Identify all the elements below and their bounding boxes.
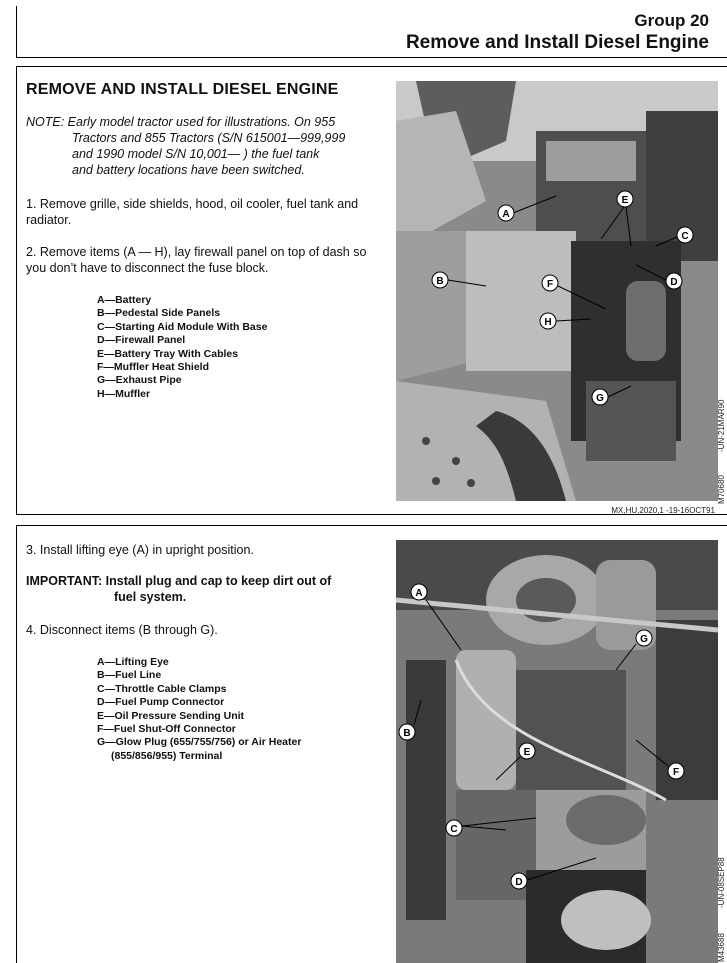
svg-text:C: C	[681, 231, 689, 242]
callout-f	[636, 740, 684, 779]
legend-item: D—Fuel Pump Connector	[97, 696, 225, 709]
svg-text:H: H	[544, 317, 552, 328]
photo-date-code: -UN-08SEP88	[717, 857, 726, 908]
svg-text:F: F	[546, 279, 554, 290]
legend-list	[97, 294, 267, 401]
section-remove-install	[16, 66, 727, 515]
header-rule-left	[16, 6, 17, 58]
step-4: 4. Disconnect items (B through G).	[26, 623, 218, 637]
section-disconnect	[16, 525, 727, 963]
legend-item: B—Pedestal Side Panels	[97, 307, 221, 320]
svg-text:A: A	[415, 588, 423, 599]
legend-item: G—Glow Plug (655/755/756) or Air Heater	[97, 736, 302, 749]
svg-text:G: G	[596, 393, 604, 404]
legend-item: H—Muffler	[97, 387, 151, 400]
legend-item: B—Fuel Line	[97, 669, 162, 682]
group-title: Group 20	[634, 11, 709, 30]
svg-text:G: G	[640, 634, 648, 645]
callouts	[396, 81, 718, 501]
svg-text:D: D	[670, 277, 678, 288]
callout-a	[411, 584, 461, 650]
callout-e	[496, 743, 535, 780]
step-1: 1. Remove grille, side shields, hood, oil cooler, fuel tank and radiator.	[26, 197, 359, 227]
callout-d	[636, 265, 682, 289]
callout-b	[399, 700, 421, 740]
legend-list	[97, 656, 301, 763]
callout-f	[542, 275, 606, 309]
note-line-1: NOTE: Early model tractor used for illustrations. On 955	[26, 115, 336, 129]
callout-d	[511, 858, 596, 889]
callout-b	[432, 272, 486, 288]
legend-item: E—Oil Pressure Sending Unit	[97, 709, 245, 722]
step-3: 3. Install lifting eye (A) in upright position.	[26, 543, 254, 557]
callout-c	[446, 818, 536, 836]
legend-item: G—Exhaust Pipe	[97, 374, 182, 387]
callout-c	[656, 227, 693, 246]
callout-h	[540, 313, 591, 329]
callout-e	[601, 191, 633, 246]
legend-item: (855/856/955) Terminal	[111, 749, 223, 762]
important-label: IMPORTANT:	[26, 574, 103, 588]
svg-text:F: F	[672, 767, 680, 778]
section-title: Remove and Install Diesel Engine	[405, 32, 709, 53]
legend-item: A—Lifting Eye	[97, 656, 169, 668]
photo-date-code: -UN-21MAR90	[717, 399, 726, 452]
svg-text:B: B	[436, 276, 444, 287]
figure-caption: MX,HU,2020,1 -19-16OCT91	[611, 506, 715, 515]
legend-item: C—Starting Aid Module With Base	[97, 320, 268, 333]
legend-item: E—Battery Tray With Cables	[97, 347, 239, 360]
legend-item: F—Fuel Shut-Off Connector	[97, 723, 236, 736]
header-rule-bottom	[16, 57, 727, 58]
important-line-1: Install plug and cap to keep dirt out of	[105, 574, 332, 588]
legend-item: C—Throttle Cable Clamps	[97, 682, 227, 695]
note-line-2: Tractors and 855 Tractors (S/N 615001—999,999	[72, 131, 346, 145]
svg-text:E: E	[621, 195, 629, 206]
note-line-3: and 1990 model S/N 10,001— ) the fuel tank	[72, 147, 320, 161]
photo-code: M70680	[717, 475, 726, 504]
note-line-4: and battery locations have been switched.	[72, 163, 305, 177]
photo-code: M43688	[717, 933, 726, 962]
legend-item: A—Battery	[97, 294, 152, 306]
legend-item: F—Muffler Heat Shield	[97, 361, 210, 374]
note	[26, 114, 378, 178]
callouts	[396, 540, 718, 963]
svg-text:B: B	[403, 728, 411, 739]
callout-g	[592, 386, 631, 405]
tractor-photo	[396, 81, 718, 501]
svg-text:C: C	[450, 824, 458, 835]
important-line-2: fuel system.	[114, 590, 187, 604]
panel-title: REMOVE AND INSTALL DIESEL ENGINE	[26, 81, 339, 98]
svg-text:A: A	[502, 209, 510, 220]
callout-g	[616, 630, 652, 670]
svg-text:E: E	[523, 747, 531, 758]
svg-text:D: D	[515, 877, 523, 888]
engine-photo	[396, 540, 718, 963]
legend-item: D—Firewall Panel	[97, 334, 186, 347]
callout-a	[498, 196, 556, 221]
step-2: 2. Remove items (A — H), lay firewall panel on top of dash so you don’t have to disconnect the fuse block.	[26, 245, 367, 275]
important-notice	[26, 573, 378, 605]
